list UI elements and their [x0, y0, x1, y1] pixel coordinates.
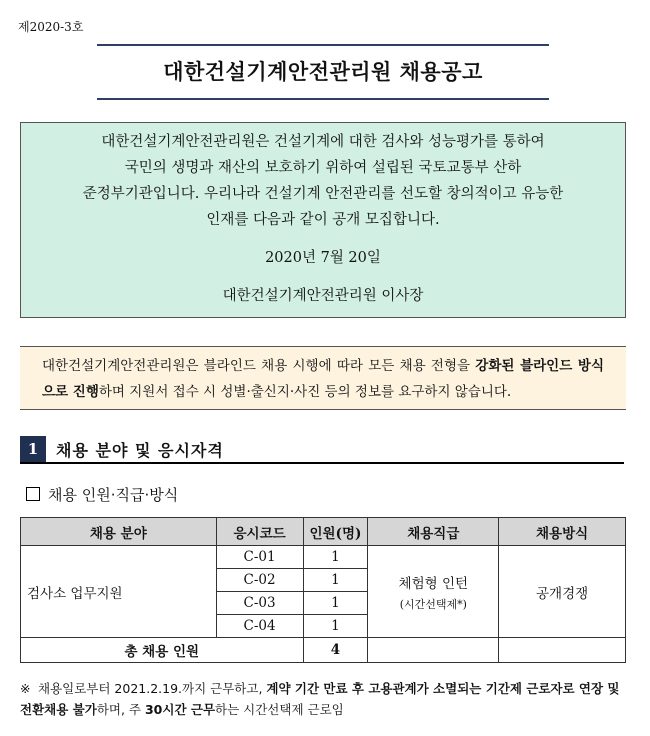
checkbox-square-icon — [26, 487, 40, 501]
section-title: 채용 분야 및 응시자격 — [56, 441, 224, 460]
title-bottom-rule — [97, 98, 549, 100]
announcement-date: 2020년 7월 20일 — [265, 250, 381, 266]
section-heading — [20, 436, 624, 464]
intro-line: 준정부기관입니다. 우리나라 건설기계 안전관리를 선도할 창의적이고 유능한 — [82, 186, 564, 202]
intro-body — [21, 123, 625, 233]
intro-line: 인재를 다음과 같이 공개 모집합니다. — [206, 212, 440, 228]
footnote — [20, 678, 626, 720]
cell-count: 1 — [303, 592, 368, 615]
cell-employment-type — [368, 546, 499, 638]
header-method: 채용방식 — [499, 518, 626, 546]
total-label: 총 채용 인원 — [21, 638, 304, 663]
header-code: 응시코드 — [216, 518, 303, 546]
intro-line: 대한건설기계안전관리원은 건설기계에 대한 검사와 성능평가를 통하여 — [101, 134, 545, 150]
cell-code: C-01 — [216, 546, 303, 569]
footnote-emphasis: 30시간 근무 — [144, 702, 216, 717]
cell-method: 공개경쟁 — [499, 546, 626, 638]
cell-count: 1 — [303, 615, 368, 638]
employment-type-label: 체험형 인턴 — [398, 575, 469, 592]
blind-recruitment-notice — [20, 346, 626, 410]
total-empty-cell — [499, 638, 626, 663]
notice-text-end: 하며 지원서 접수 시 성별·출신지·사진 등의 정보를 요구하지 않습니다. — [98, 384, 512, 400]
intro-line: 국민의 생명과 재산의 보호하기 위하여 설립된 국토교통부 산하 — [124, 160, 522, 176]
table-row — [21, 546, 626, 569]
table-total-row — [21, 638, 626, 663]
subheading-label: 채용 인원·직급·방식 — [48, 486, 179, 504]
header-field: 채용 분야 — [21, 518, 217, 546]
intro-box — [20, 122, 626, 318]
recruitment-table — [20, 517, 626, 663]
footnote-text: 채용일로부터 2021.2.19.까지 근무하고, — [38, 681, 267, 696]
notice-text: 대한건설기계안전관리원은 블라인드 채용 시행에 따라 모든 채용 전형을 — [42, 358, 476, 374]
reference-mark: ※ — [20, 681, 31, 696]
signature: 대한건설기계안전관리원 이사장 — [222, 288, 424, 304]
document-number: 제2020-3호 — [18, 20, 84, 34]
page-title: 대한건설기계안전관리원 채용공고 — [163, 60, 483, 84]
notice-emphasis: 강화된 블라인드 방식으로 진행 — [42, 358, 604, 400]
cell-field: 검사소 업무지원 — [21, 546, 217, 638]
footnote-text: 하는 시간선택제 근로임 — [215, 702, 344, 717]
total-value: 4 — [303, 638, 368, 663]
title-top-rule — [97, 44, 549, 46]
employment-type-sub: (시간선택제*) — [399, 597, 467, 611]
section-number: 1 — [20, 436, 46, 462]
cell-code: C-04 — [216, 615, 303, 638]
total-empty-cell — [368, 638, 499, 663]
header-count: 인원(명) — [303, 518, 368, 546]
cell-code: C-02 — [216, 569, 303, 592]
cell-code: C-03 — [216, 592, 303, 615]
cell-count: 1 — [303, 546, 368, 569]
cell-count: 1 — [303, 569, 368, 592]
table-header-row — [21, 518, 626, 546]
footnote-emphasis: 계약 기간 만료 후 고용관계가 소멸되는 기간제 근로자로 연장 및 전환채용 불가 — [20, 681, 620, 717]
footnote-text: 하며, 주 — [96, 702, 145, 717]
subheading — [26, 484, 178, 505]
header-grade: 채용직급 — [368, 518, 499, 546]
